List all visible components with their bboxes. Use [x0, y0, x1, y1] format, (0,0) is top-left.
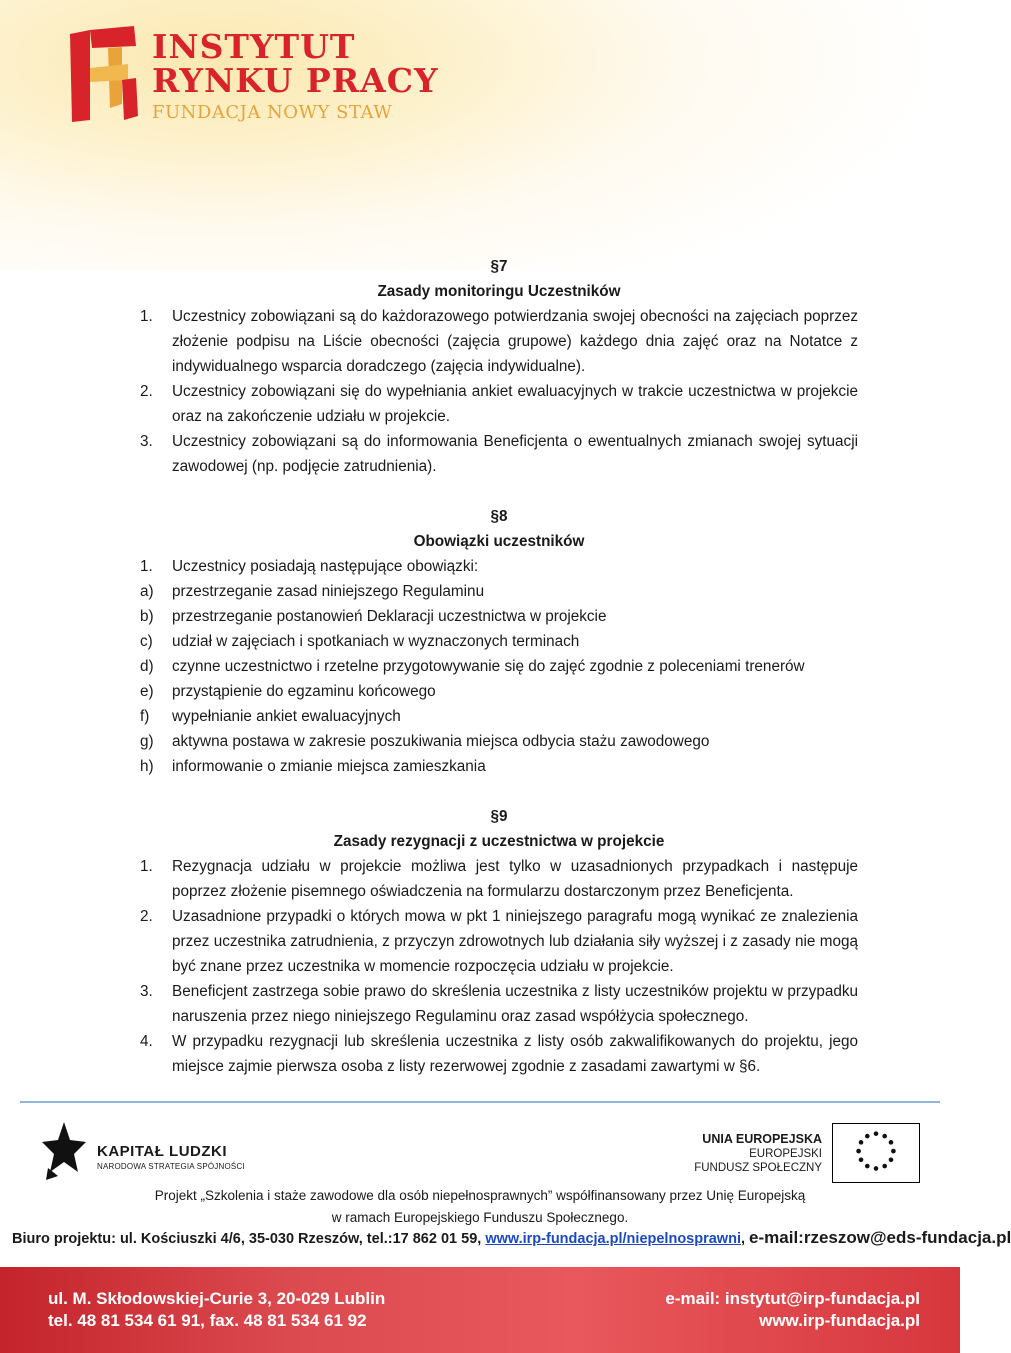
- item-number: e): [140, 683, 154, 700]
- item-text: przestrzeganie zasad niniejszego Regulaminu: [172, 583, 485, 600]
- ue-line2: EUROPEJSKI: [749, 1148, 822, 1160]
- logo-line3: FUNDACJA NOWY STAW: [152, 102, 393, 123]
- logo-line1: INSTYTUT: [152, 27, 356, 66]
- list-item: [140, 904, 858, 979]
- item-number: 4.: [140, 1033, 153, 1050]
- item-text: wypełnianie ankiet ewaluacyjnych: [172, 708, 401, 725]
- ue-line1: UNIA EUROPEJSKA: [702, 1132, 822, 1146]
- list-item: [140, 729, 858, 754]
- list-item: [140, 1029, 858, 1079]
- list-item: [140, 629, 858, 654]
- item-number: b): [140, 608, 154, 625]
- bar-address: ul. M. Skłodowskiej-Curie 3, 20-029 Lublin: [48, 1289, 386, 1308]
- bar-website: www.irp-fundacja.pl: [759, 1311, 920, 1330]
- item-number: 1.: [140, 858, 153, 875]
- section-8-number: §8: [490, 508, 508, 525]
- item-text: Uczestnicy zobowiązani są do każdorazowego potwierdzania swojej obecności na zajęciach poprzez złożenie podpisu na Liście obecności (zajęcia grupowe) każdego dnia zajęć oraz na Notatce z indywidualnego wsparcia doradczego (zajęcia indywidualne).: [172, 308, 858, 375]
- project-info-line1: Projekt „Szkolenia i staże zawodowe dla osób niepełnosprawnych” współfinansowany przez Unię Europejską: [154, 1188, 806, 1203]
- list-item: [140, 379, 858, 429]
- footer-divider: [20, 1101, 940, 1103]
- item-text: aktywna postawa w zakresie poszukiwania miejsca odbycia stażu zawodowego: [172, 733, 710, 750]
- kl-title: KAPITAŁ LUDZKI: [97, 1143, 228, 1160]
- logo-line2: RYNKU PRACY: [152, 61, 439, 100]
- office-address: Biuro projektu: ul. Kościuszki 4/6, 35-030 Rzeszów, tel.:17 862 01 59,: [12, 1231, 486, 1247]
- item-text: Uczestnicy posiadają następujące obowiązki:: [172, 558, 479, 575]
- item-number: d): [140, 658, 154, 675]
- header-background: [0, 0, 960, 270]
- list-item: [140, 754, 858, 779]
- item-text: Beneficjent zastrzega sobie prawo do skreślenia uczestnika z listy uczestników projektu w przypadku naruszenia przez niego niniejszego Regulaminu oraz zasad współżycia społecznego.: [172, 983, 858, 1025]
- project-website-link[interactable]: www.irp-fundacja.pl/niepelnosprawni: [485, 1231, 741, 1247]
- list-item: [140, 704, 858, 729]
- item-number: c): [140, 633, 153, 650]
- instytut-logo-text: [152, 27, 439, 126]
- spacer: [140, 779, 858, 804]
- list-item: [140, 979, 858, 1029]
- item-number: 1.: [140, 308, 153, 325]
- list-item: [140, 654, 858, 679]
- item-text: czynne uczestnictwo i rzetelne przygotowywanie się do zajęć zgodnie z poleceniami trenerów: [172, 658, 805, 675]
- item-number: 1.: [140, 558, 153, 575]
- item-number: 3.: [140, 433, 153, 450]
- item-number: h): [140, 758, 154, 775]
- item-number: 2.: [140, 908, 153, 925]
- office-separator: ,: [740, 1231, 750, 1247]
- project-info-line2: w ramach Europejskiego Funduszu Społecznego.: [331, 1210, 629, 1225]
- item-text: udział w zajęciach i spotkaniach w wyznaczonych terminach: [172, 633, 580, 650]
- item-text: Uzasadnione przypadki o których mowa w pkt 1 niniejszego paragrafu mogą wynikać ze znalezienia przez uczestnika zatrudnienia, z przyczyn zdrowotnych lub działania siły wyższej i z zasady nie mogą być znane przez uczestnika w momencie rozpoczęcia udziału w projekcie.: [172, 908, 858, 975]
- bar-phone: tel. 48 81 534 61 91, fax. 48 81 534 61 92: [48, 1311, 367, 1330]
- item-number: 3.: [140, 983, 153, 1000]
- item-number: a): [140, 583, 154, 600]
- project-office-line: [12, 1228, 1011, 1248]
- item-text: W przypadku rezygnacji lub skreślenia uczestnika z listy osób zakwalifikowanych do projektu, jego miejsce zajmie pierwsza osoba z listy rezerwowej zgodnie z zasadami zawartymi w §6.: [172, 1033, 858, 1075]
- kapital-ludzki-star-icon: [40, 1120, 88, 1182]
- bar-email: e-mail: instytut@irp-fundacja.pl: [665, 1289, 920, 1308]
- list-item: [140, 554, 858, 579]
- item-text: przestrzeganie postanowień Deklaracji uczestnictwa w projekcie: [172, 608, 607, 625]
- item-number: g): [140, 733, 154, 750]
- list-item: [140, 304, 858, 379]
- footer-red-bar: [0, 1267, 960, 1353]
- section-9-title: Zasady rezygnacji z uczestnictwa w projekcie: [333, 833, 665, 850]
- section-7-number: §7: [490, 258, 508, 275]
- eu-logo-text: [694, 1132, 822, 1175]
- office-email: e-mail:rzeszow@eds-fundacja.pl: [749, 1228, 1011, 1247]
- list-item: [140, 854, 858, 904]
- ue-line3: FUNDUSZ SPOŁECZNY: [694, 1162, 822, 1174]
- item-text: informowanie o zmianie miejsca zamieszkania: [172, 758, 486, 775]
- item-number: 2.: [140, 383, 153, 400]
- item-text: Rezygnacja udziału w projekcie możliwa jest tylko w uzasadnionych przypadkach i następuje poprzez złożenie pisemnego oświadczenia na formularzu dostarczonym przez Beneficjenta.: [172, 858, 858, 900]
- section-8-title: Obowiązki uczestników: [413, 533, 585, 550]
- item-text: Uczestnicy zobowiązani są do informowania Beneficjenta o ewentualnych zmianach swojej sytuacji zawodowej (np. podjęcie zatrudnienia).: [172, 433, 858, 475]
- item-text: przystąpienie do egzaminu końcowego: [172, 683, 436, 700]
- instytut-logo-icon: [64, 24, 142, 126]
- item-text: Uczestnicy zobowiązani się do wypełniania ankiet ewaluacyjnych w trakcie uczestnictwa w projekcie oraz na zakończenie udziału w projekcie.: [172, 383, 858, 425]
- section-9-number: §9: [490, 808, 508, 825]
- document-body: [140, 254, 858, 1079]
- list-item: [140, 579, 858, 604]
- eu-flag-icon: [832, 1123, 920, 1183]
- kapital-ludzki-logo: [97, 1143, 245, 1173]
- spacer: [140, 479, 858, 504]
- section-7-title: Zasady monitoringu Uczestników: [377, 283, 621, 300]
- list-item: [140, 604, 858, 629]
- item-number: f): [140, 708, 150, 725]
- kl-subtitle: NARODOWA STRATEGIA SPÓJNOŚCI: [97, 1162, 245, 1171]
- list-item: [140, 429, 858, 479]
- list-item: [140, 679, 858, 704]
